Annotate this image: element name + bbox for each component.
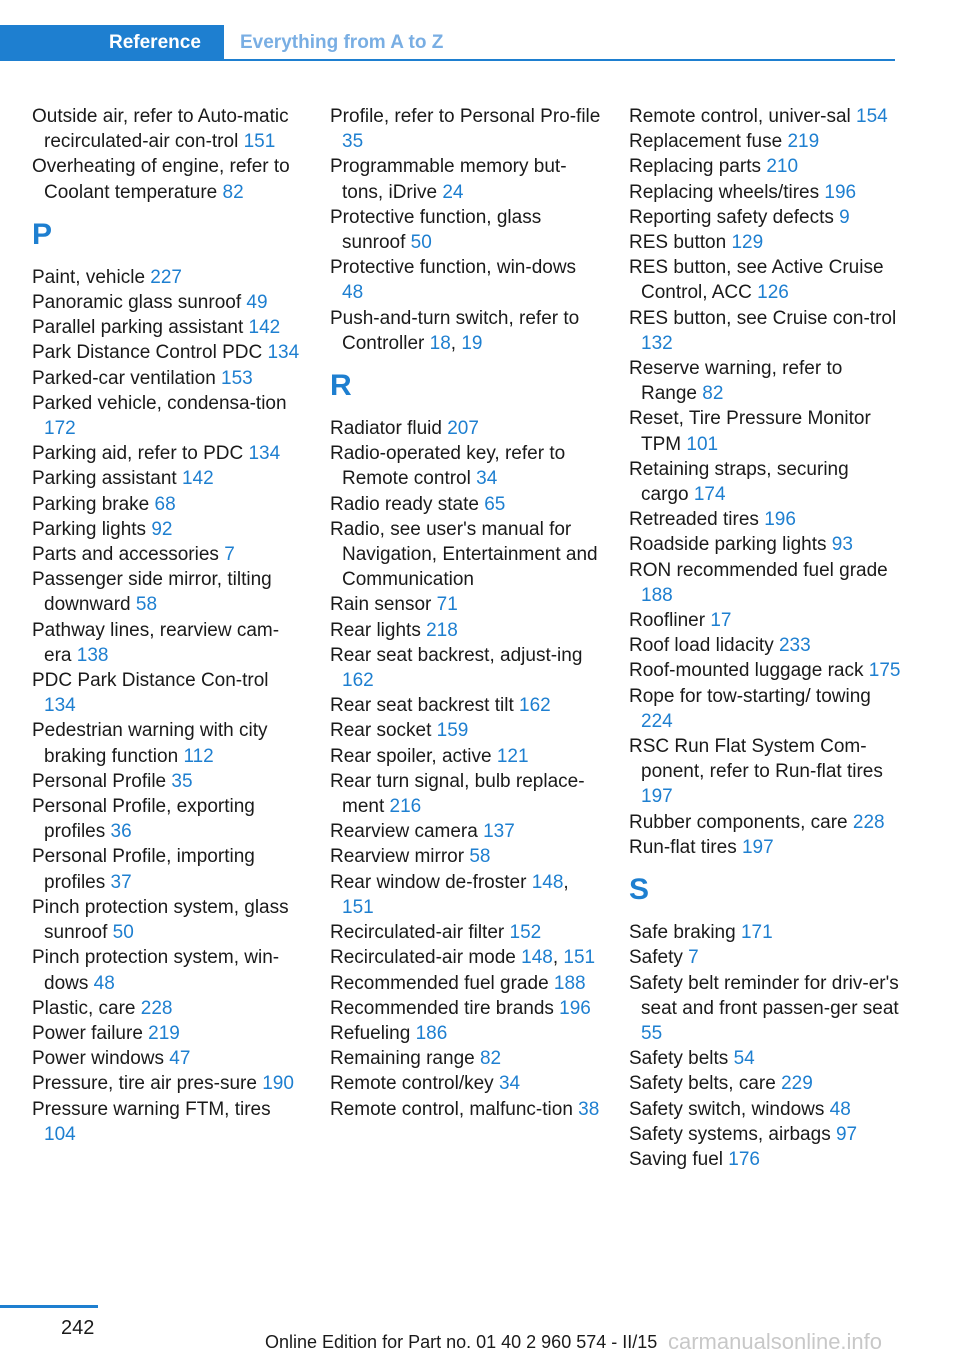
index-entry bbox=[32, 668, 304, 718]
index-term: Protective function, win-dows bbox=[330, 257, 577, 279]
index-term: Personal Profile, importing profiles bbox=[32, 846, 255, 893]
index-entry bbox=[629, 1046, 901, 1071]
index-term: Roofliner bbox=[629, 610, 706, 632]
index-entry bbox=[32, 769, 304, 794]
index-entry bbox=[330, 643, 602, 693]
index-term: Protective function, glass sunroof bbox=[330, 206, 542, 254]
index-term: Remote control, malfunc-tion bbox=[330, 1098, 573, 1120]
index-entry bbox=[629, 558, 901, 608]
index-entry bbox=[32, 718, 304, 768]
index-term: Personal Profile, exporting profiles bbox=[32, 796, 255, 843]
index-term: Rear socket bbox=[330, 720, 432, 742]
page-link[interactable]: 142 bbox=[181, 468, 214, 490]
index-entry bbox=[32, 154, 304, 204]
index-term: Replacement fuse bbox=[629, 131, 783, 153]
index-entry: Push-and-turn switch, refer to Controller 18, 19 bbox=[330, 307, 580, 354]
index-term: Rear seat backrest, adjust-ing bbox=[330, 644, 583, 666]
page-link[interactable]: 34 bbox=[476, 468, 498, 490]
page-link[interactable]: 154 bbox=[856, 106, 888, 127]
page-link[interactable]: 207 bbox=[447, 418, 479, 440]
page-link[interactable]: 37 bbox=[110, 871, 132, 893]
index-entry bbox=[629, 532, 901, 557]
page-link[interactable]: 129 bbox=[731, 232, 764, 254]
page-link[interactable]: 148 bbox=[531, 871, 564, 893]
index-term: Outside air, refer to Auto-matic recirculated-air con-trol bbox=[32, 106, 289, 153]
index-term: Radio, see user's manual for Navigation, Entertainment and Communication bbox=[330, 518, 598, 591]
page-link[interactable]: 176 bbox=[728, 1148, 760, 1170]
index-entry bbox=[330, 416, 602, 441]
index-entry bbox=[32, 1071, 304, 1096]
page-link[interactable]: 216 bbox=[389, 796, 422, 818]
index-term: Pinch protection system, glass sunroof bbox=[32, 896, 289, 944]
page-link[interactable]: 159 bbox=[436, 720, 469, 742]
page-link[interactable]: 7 bbox=[224, 544, 235, 566]
page-link[interactable]: 35 bbox=[171, 770, 193, 792]
footer-rule bbox=[0, 1305, 98, 1308]
page-link[interactable]: 24 bbox=[442, 181, 464, 203]
page-link[interactable]: 55 bbox=[641, 1022, 663, 1044]
index-entry bbox=[330, 618, 602, 643]
index-term: Radio ready state bbox=[330, 493, 479, 515]
page-link[interactable]: 210 bbox=[766, 156, 799, 178]
index-term: Parking lights bbox=[32, 518, 147, 540]
index-term: Safety belts, care bbox=[629, 1073, 776, 1095]
index-term: Rearview camera bbox=[330, 821, 478, 843]
page-link[interactable]: 175 bbox=[868, 660, 901, 682]
index-term: Remote control, univer-sal bbox=[629, 106, 851, 127]
page-link[interactable]: 71 bbox=[436, 594, 458, 616]
index-term: Rubber components, care bbox=[629, 811, 848, 833]
page-link[interactable]: 126 bbox=[757, 282, 789, 304]
index-entry bbox=[32, 290, 304, 315]
page-link[interactable]: 196 bbox=[559, 997, 591, 1019]
page-link[interactable]: 58 bbox=[135, 594, 158, 616]
index-entry bbox=[330, 104, 602, 154]
page-link[interactable]: 172 bbox=[44, 418, 76, 440]
index-entry bbox=[629, 1147, 901, 1172]
page-link[interactable]: 142 bbox=[248, 317, 281, 339]
page-link[interactable]: 196 bbox=[764, 509, 796, 531]
page-link[interactable]: 186 bbox=[415, 1022, 448, 1044]
page-link[interactable]: 233 bbox=[778, 635, 811, 657]
index-term: Pinch protection system, win-dows bbox=[32, 947, 280, 994]
index-term: Replacing wheels/tires bbox=[629, 181, 820, 203]
edition-note: Online Edition for Part no. 01 40 2 960 574 - II/15 bbox=[265, 1332, 658, 1352]
page-link[interactable]: 9 bbox=[839, 206, 850, 228]
index-entry bbox=[330, 205, 602, 255]
index-term: RES button, see Cruise con-trol bbox=[629, 307, 897, 329]
index-entry bbox=[32, 265, 304, 290]
index-term: Safe braking bbox=[629, 922, 736, 944]
index-column-2 bbox=[330, 104, 602, 1122]
page-link[interactable]: 228 bbox=[852, 811, 885, 833]
tab-everything-a-to-z[interactable]: Everything from A to Z bbox=[240, 32, 444, 53]
index-entry bbox=[629, 1071, 901, 1096]
page-link[interactable]: 171 bbox=[740, 922, 773, 944]
page-link[interactable]: 7 bbox=[688, 947, 699, 969]
page-link[interactable]: 197 bbox=[641, 786, 673, 808]
index-term: Recommended fuel grade bbox=[330, 972, 549, 994]
page-link[interactable]: 97 bbox=[835, 1123, 858, 1145]
page-link[interactable]: 219 bbox=[787, 131, 820, 153]
page-link[interactable]: 36 bbox=[110, 821, 132, 843]
index-term: Pathway lines, rearview cam-era bbox=[32, 619, 280, 666]
page-link[interactable]: 162 bbox=[519, 695, 551, 717]
index-entry bbox=[629, 1122, 901, 1147]
page-link[interactable]: 35 bbox=[342, 131, 364, 153]
index-entry bbox=[32, 104, 304, 154]
page-link[interactable]: 48 bbox=[829, 1098, 851, 1120]
page-link[interactable]: 153 bbox=[221, 367, 253, 389]
page-link[interactable]: 18 bbox=[429, 332, 451, 354]
index-term: Power windows bbox=[32, 1048, 164, 1070]
index-term: Reserve warning, refer to Range bbox=[629, 358, 843, 405]
page-link[interactable]: 134 bbox=[44, 695, 76, 717]
index-term: Saving fuel bbox=[629, 1148, 724, 1170]
index-term: Parking assistant bbox=[32, 468, 177, 490]
section-letter: P bbox=[32, 217, 53, 251]
index-entry bbox=[629, 180, 901, 205]
index-term: Recirculated-air filter bbox=[330, 922, 505, 944]
index-entry bbox=[330, 693, 602, 718]
index-entry bbox=[629, 129, 901, 154]
page-link[interactable]: 228 bbox=[140, 997, 173, 1019]
index-entry bbox=[629, 835, 901, 860]
index-entry bbox=[32, 567, 304, 617]
index-term: RON recommended fuel grade bbox=[629, 559, 888, 581]
page-link[interactable]: 121 bbox=[496, 745, 529, 767]
index-entry bbox=[629, 230, 901, 255]
index-term: Programmable memory but-tons, iDrive bbox=[330, 156, 567, 203]
index-term: Overheating of engine, refer to Coolant temperature bbox=[32, 156, 290, 203]
page-link[interactable]: 134 bbox=[248, 443, 281, 465]
index-term: Rain sensor bbox=[330, 594, 432, 616]
index-term: Power failure bbox=[32, 1022, 143, 1044]
index-entry bbox=[629, 658, 901, 683]
index-entry bbox=[330, 920, 602, 945]
index-entry bbox=[330, 441, 602, 491]
index-entry bbox=[330, 255, 602, 305]
page-link[interactable]: 82 bbox=[479, 1048, 502, 1070]
index-entry bbox=[32, 1021, 304, 1046]
index-entry bbox=[32, 542, 304, 567]
page-link[interactable]: 47 bbox=[169, 1048, 191, 1070]
index-entry bbox=[330, 1046, 602, 1071]
index-entry bbox=[330, 819, 602, 844]
page-link[interactable]: 48 bbox=[93, 972, 115, 994]
page-link[interactable]: 196 bbox=[824, 181, 857, 203]
index-entry bbox=[32, 996, 304, 1021]
index-term: Parallel parking assistant bbox=[32, 317, 244, 339]
index-term: Roof-mounted luggage rack bbox=[629, 660, 864, 682]
index-term: Safety bbox=[629, 947, 683, 969]
index-entry bbox=[629, 356, 901, 406]
index-term: RES button, see Active Cruise Control, ACC bbox=[629, 257, 884, 304]
index-term: Rear seat backrest tilt bbox=[330, 695, 514, 717]
index-term: Parked-car ventilation bbox=[32, 367, 216, 389]
page-link[interactable]: 82 bbox=[222, 181, 244, 203]
index-term: Pressure, tire air pres-sure bbox=[32, 1073, 257, 1095]
index-entry bbox=[629, 810, 901, 835]
index-term: Rear lights bbox=[330, 619, 421, 641]
index-term: Safety belt reminder for driv-er's seat and front passen-ger seat bbox=[629, 972, 899, 1019]
index-term: Parts and accessories bbox=[32, 544, 219, 566]
index-term: Refueling bbox=[330, 1022, 411, 1044]
index-term: Passenger side mirror, tilting downward bbox=[32, 569, 272, 616]
page-number: 242 bbox=[61, 1317, 95, 1339]
index-entry bbox=[330, 769, 602, 819]
index-term: PDC Park Distance Con-trol bbox=[32, 670, 269, 692]
page-link[interactable]: 219 bbox=[148, 1022, 180, 1044]
index-entry bbox=[32, 391, 304, 441]
index-term: Personal Profile bbox=[32, 770, 167, 792]
page-link[interactable]: 138 bbox=[76, 644, 109, 666]
index-column-1 bbox=[32, 104, 304, 1147]
index-term: Roof load lidacity bbox=[629, 635, 774, 657]
index-entry bbox=[32, 794, 304, 844]
index-entry bbox=[629, 205, 901, 230]
index-entry bbox=[629, 457, 901, 507]
header-rule bbox=[0, 59, 895, 61]
index-entry: Rear window de-froster 148, 151 bbox=[330, 871, 569, 918]
page-link[interactable]: 50 bbox=[112, 922, 134, 944]
index-entry bbox=[330, 154, 602, 204]
index-entry bbox=[330, 844, 602, 869]
page-link[interactable]: 227 bbox=[150, 266, 182, 288]
index-entry bbox=[330, 1071, 602, 1096]
page-link[interactable]: 151 bbox=[563, 947, 596, 969]
index-term: Remaining range bbox=[330, 1048, 475, 1070]
index-entry bbox=[629, 608, 901, 633]
page-link[interactable]: 132 bbox=[641, 332, 673, 354]
index-term: Rear spoiler, active bbox=[330, 745, 492, 767]
page-link[interactable]: 49 bbox=[246, 292, 268, 314]
index-term: Panoramic glass sunroof bbox=[32, 292, 242, 314]
index-entry bbox=[330, 744, 602, 769]
page-link[interactable]: 137 bbox=[483, 821, 515, 843]
page-link[interactable]: 134 bbox=[267, 342, 300, 364]
index-term: Park Distance Control PDC bbox=[32, 342, 263, 364]
index-term: Rear window de-froster bbox=[330, 871, 527, 893]
index-term: Recommended tire brands bbox=[330, 997, 554, 1019]
index-term: Pedestrian warning with city braking function bbox=[32, 720, 268, 767]
index-entry bbox=[32, 618, 304, 668]
index-entry bbox=[32, 1046, 304, 1071]
page-link[interactable]: 48 bbox=[342, 282, 364, 304]
page-link[interactable]: 152 bbox=[509, 922, 542, 944]
index-entry bbox=[32, 315, 304, 340]
index-entry: Recirculated-air mode 148, 151 bbox=[330, 947, 596, 969]
index-term: Retaining straps, securing cargo bbox=[629, 458, 849, 506]
index-column-3 bbox=[629, 104, 901, 1172]
index-entry bbox=[32, 1097, 304, 1147]
page-link[interactable]: 34 bbox=[498, 1073, 521, 1095]
page-link[interactable]: 17 bbox=[710, 610, 732, 632]
page-link[interactable]: 65 bbox=[484, 493, 506, 515]
index-entry bbox=[32, 466, 304, 491]
index-term: Safety switch, windows bbox=[629, 1098, 825, 1120]
index-entry bbox=[330, 996, 602, 1021]
index-entry bbox=[629, 306, 901, 356]
index-entry bbox=[629, 734, 901, 810]
index-term: Parking aid, refer to PDC bbox=[32, 443, 244, 465]
page-link[interactable]: 54 bbox=[733, 1048, 755, 1070]
index-term: Parked vehicle, condensa-tion bbox=[32, 392, 287, 414]
page-link[interactable]: 101 bbox=[686, 433, 719, 455]
index-entry bbox=[32, 895, 304, 945]
index-entry bbox=[32, 517, 304, 542]
index-entry bbox=[330, 1097, 602, 1122]
page-link[interactable]: 188 bbox=[641, 584, 673, 606]
page-link[interactable]: 218 bbox=[426, 619, 458, 641]
index-entry bbox=[32, 844, 304, 894]
index-term: RES button bbox=[629, 232, 727, 254]
page-link[interactable]: 82 bbox=[702, 383, 724, 405]
index-entry bbox=[330, 718, 602, 743]
index-entry bbox=[330, 517, 602, 593]
index-term: Pressure warning FTM, tires bbox=[32, 1098, 271, 1120]
index-term: Plastic, care bbox=[32, 997, 136, 1019]
watermark: carmanualsonline.info bbox=[668, 1329, 883, 1354]
index-entry bbox=[330, 492, 602, 517]
index-term: Push-and-turn switch, refer to Controller bbox=[330, 307, 580, 354]
page-link[interactable]: 151 bbox=[342, 896, 374, 918]
index-term: Radio-operated key, refer to Remote control bbox=[330, 443, 566, 490]
index-entry bbox=[32, 340, 304, 365]
index-term: Safety systems, airbags bbox=[629, 1123, 831, 1145]
index-entry bbox=[629, 971, 901, 1047]
index-entry bbox=[32, 366, 304, 391]
page-link[interactable]: 190 bbox=[262, 1073, 294, 1095]
page-link[interactable]: 197 bbox=[741, 836, 774, 858]
index-entry bbox=[32, 945, 304, 995]
index-term: Parking brake bbox=[32, 493, 150, 515]
index-term: Safety belts bbox=[629, 1048, 729, 1070]
index-entry bbox=[629, 633, 901, 658]
index-term: Rearview mirror bbox=[330, 846, 465, 868]
index-entry bbox=[629, 255, 901, 305]
page-link[interactable]: 104 bbox=[44, 1123, 76, 1145]
index-entry bbox=[629, 507, 901, 532]
index-entry bbox=[629, 1097, 901, 1122]
index-entry bbox=[629, 154, 901, 179]
page-link[interactable]: 148 bbox=[521, 947, 553, 969]
index-entry bbox=[629, 684, 901, 734]
page-link[interactable]: 112 bbox=[183, 745, 214, 767]
index-term: Paint, vehicle bbox=[32, 266, 146, 288]
page-link[interactable]: 188 bbox=[553, 972, 586, 994]
index-term: Roadside parking lights bbox=[629, 534, 827, 556]
index-term: Profile, refer to Personal Pro-file bbox=[330, 106, 601, 127]
page-link[interactable]: 229 bbox=[781, 1073, 813, 1095]
index-entry bbox=[629, 945, 901, 970]
page-link[interactable]: 50 bbox=[410, 232, 432, 254]
index-entry bbox=[330, 592, 602, 617]
page-link[interactable]: 151 bbox=[243, 131, 276, 153]
index-term: Rear turn signal, bulb replace-ment bbox=[330, 770, 585, 818]
page-link[interactable]: 162 bbox=[342, 670, 374, 692]
index-term: Recirculated-air mode bbox=[330, 947, 516, 969]
tab-reference[interactable]: Reference bbox=[0, 25, 224, 61]
index-term: Rope for tow-starting/ towing bbox=[629, 685, 871, 707]
index-entry bbox=[629, 920, 901, 945]
index-entry bbox=[330, 1021, 602, 1046]
index-term: Radiator fluid bbox=[330, 418, 442, 440]
page-link[interactable]: 174 bbox=[693, 484, 726, 506]
index-entry bbox=[629, 104, 901, 129]
index-entry bbox=[629, 406, 901, 456]
index-term: Remote control/key bbox=[330, 1073, 494, 1095]
page-link[interactable]: 224 bbox=[641, 710, 673, 732]
page-link[interactable]: 68 bbox=[154, 493, 176, 515]
index-term: Reporting safety defects bbox=[629, 206, 834, 228]
index-term: RSC Run Flat System Com-ponent, refer to Run-flat tires bbox=[629, 736, 883, 783]
index-entry bbox=[32, 492, 304, 517]
section-letter: S bbox=[629, 873, 650, 907]
index-term: Retreaded tires bbox=[629, 509, 759, 531]
page-link[interactable]: 93 bbox=[831, 534, 853, 556]
index-term: Replacing parts bbox=[629, 156, 762, 178]
page-link[interactable]: 92 bbox=[151, 518, 173, 540]
page-link[interactable]: 38 bbox=[578, 1098, 600, 1120]
index-entry bbox=[330, 971, 602, 996]
page-header bbox=[0, 25, 895, 61]
index-entry bbox=[32, 441, 304, 466]
index-term: Run-flat tires bbox=[629, 836, 737, 858]
page-link[interactable]: 58 bbox=[469, 846, 491, 868]
index-term: Reset, Tire Pressure Monitor TPM bbox=[629, 408, 871, 455]
section-letter: R bbox=[330, 369, 352, 403]
page-link[interactable]: 19 bbox=[461, 332, 483, 354]
